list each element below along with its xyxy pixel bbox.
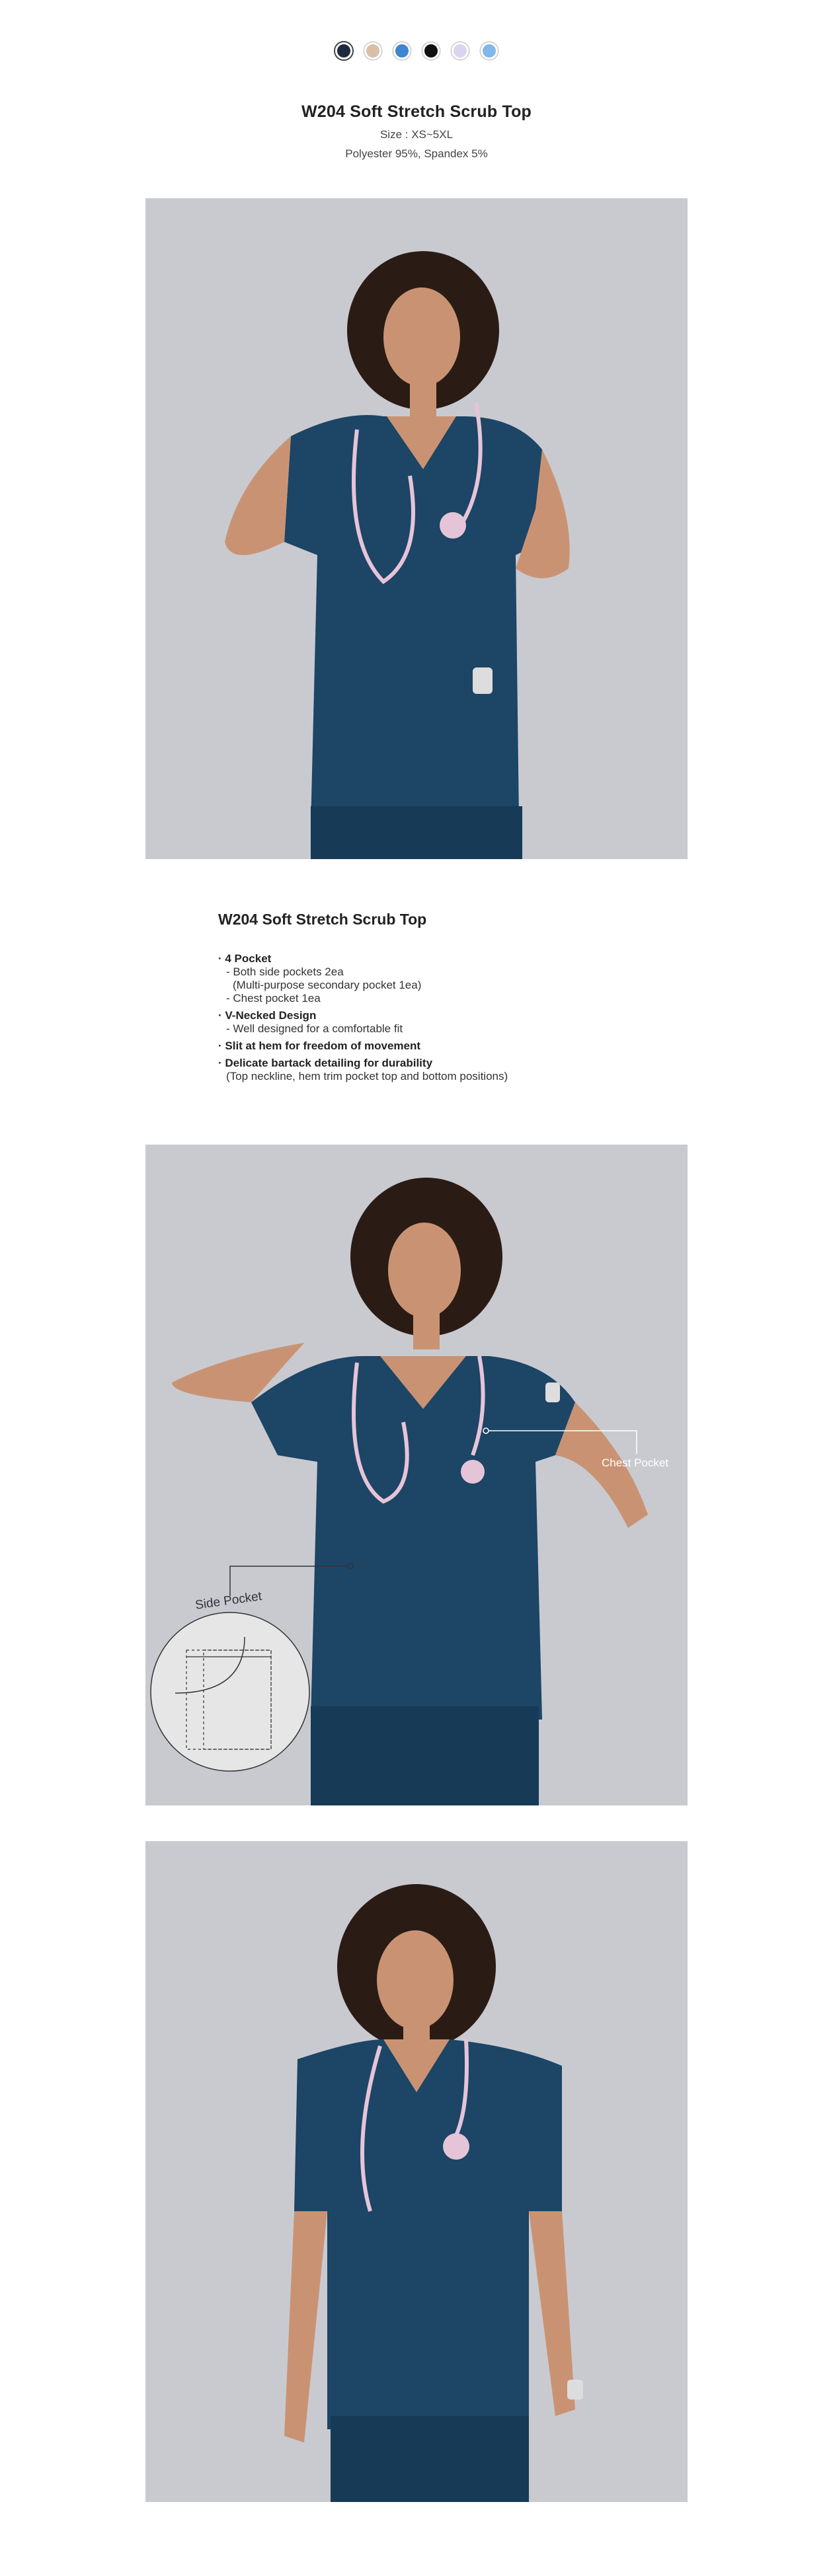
product-material: Polyester 95%, Spandex 5% — [345, 147, 488, 160]
feature-sub: (Top neckline, hem trim pocket top and bottom positions) — [226, 1070, 508, 1082]
product-photo-front-pose — [145, 198, 688, 859]
product-details — [218, 911, 681, 1087]
swatch-black[interactable] — [422, 42, 440, 59]
feature-slit — [218, 1040, 681, 1053]
feature-head: · 4 Pocket — [218, 952, 272, 965]
feature-head: · V-Necked Design — [218, 1009, 317, 1022]
feature-head: · Delicate bartack detailing for durability — [218, 1057, 433, 1069]
feature-pocket — [218, 952, 681, 1005]
feature-sub: (Multi-purpose secondary pocket 1ea) — [233, 979, 422, 991]
feature-vneck — [218, 1009, 681, 1036]
product-size: Size : XS~5XL — [379, 128, 454, 141]
swatch-lavender[interactable] — [452, 42, 469, 59]
chest-pocket-label: Chest Pocket — [602, 1457, 669, 1469]
swatch-beige[interactable] — [364, 42, 381, 59]
product-photo-standing — [145, 1841, 688, 2502]
feature-sub: - Chest pocket 1ea — [226, 992, 321, 1004]
product-header — [0, 102, 833, 161]
feature-sub: - Both side pockets 2ea — [226, 966, 344, 978]
product-photo-pocket-details — [145, 1145, 688, 1805]
product-title: W204 Soft Stretch Scrub Top — [301, 102, 532, 121]
feature-head: · Slit at hem for freedom of movement — [218, 1040, 421, 1052]
swatch-sky[interactable] — [481, 42, 498, 59]
swatch-navy[interactable] — [335, 42, 352, 59]
feature-bartack — [218, 1057, 681, 1083]
swatch-blue[interactable] — [393, 42, 411, 59]
details-title: W204 Soft Stretch Scrub Top — [218, 911, 427, 928]
color-swatches — [0, 42, 833, 59]
feature-sub: - Well designed for a comfortable fit — [226, 1022, 403, 1035]
side-pocket-label: Side Pocket — [194, 1589, 263, 1612]
